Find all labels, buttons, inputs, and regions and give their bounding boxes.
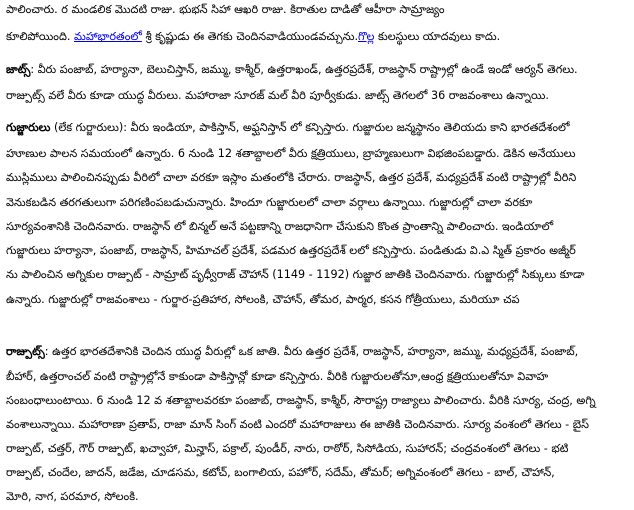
text: : ఉత్తర భారతదేశానికి చెందిన యుద్ధ వీరుల్లో ఒక జాతి. వీరు ఉత్తర ప్రదేశ్, రాజస్థాన్, హర్యానా, జమ్ము, మధ్యప్రదేశ్, పంజాబ్,: [44, 345, 579, 358]
text: శ్రీ కృష్ణుడు ఈ తెగకు చెందినవాడియుండవచ్చును.: [141, 30, 359, 43]
paragraph-line: [6, 26, 500, 47]
text: ఉన్నారు. గుజ్జారుల్లో రాజవంశాలు - గుర్జార-ప్రతిహార, సోలంకి, చౌహాన్, తోమర, పార్మర, కసన గోత్రీయులు, మరియూ చప: [6, 293, 520, 306]
text: బీహార్, ఉత్తరాంచల్ వంటి రాష్ట్రాల్లోనే కాకుండా పాకిస్తాన్లో కూడా కన్పిస్తారు. వీరికి గుజ్జారులతోనూ,ఆంధ్ర క్షత్రియులతోనూ వివాహ: [6, 370, 549, 383]
mahabharatam-link[interactable]: మహాభారతంలో: [73, 30, 142, 43]
text: రాజ్పుట్, చందేల, జాదన్, జడేజ, చూడసమ, కటోచ్, బంగాలియ, పహోర్, సదేమ్, తోమర్; అగ్నివంశంలో తెగలు - బాల్, చౌహాన్,: [6, 466, 555, 479]
gujjars-line-8: [6, 289, 520, 310]
rajputs-heading: రాజ్పుట్స్: [6, 345, 45, 358]
text: గుజ్జారులు హర్యానా, పంజాబ్, రాజస్థాన్, హిమాచల్ ప్రదేశ్, పడమర ఉత్తరప్రదేశ్ లలో కన్పిస్తారు. పండితుడు వి.ఎ స్మిత్ ప్రకారం అజ్మీర్: [6, 244, 576, 257]
paragraph-line: [6, 0, 445, 20]
gujjars-heading: గుజ్జారులు: [6, 121, 51, 134]
gujjars-line-5: [6, 216, 553, 237]
text: ముస్లిములు పాలించినప్పుడు వీరిలో చాలా వరకూ ఇస్లాం మతంలోకి చేరారు. రాజస్థాన్, ఉత్తర ప్రదేశ్, మధ్యప్రదేశ్ వంటి రాష్ట్రాల్లో వీరిని: [6, 171, 577, 184]
rajputs-line-1: [6, 341, 578, 362]
gujjars-line-1: [6, 117, 570, 138]
gujjars-line-7: [6, 264, 584, 285]
text: పాలించారు. ర మండలిక మొదటి రాజు. భుభన్ సిహా ఆఖరి రాజు. కిరాతుల దాడితో ఆహీరా సామ్రాజ్యం: [6, 3, 445, 16]
rajputs-line-4: [6, 414, 589, 435]
jats-line-1: [6, 59, 578, 80]
text: సంబంధాలుంటాయి. 6 నుండి 12 వ శతాబ్దాలవరకూ పంజాబ్, రాజస్థాన్, కాశ్మీర్, సౌరాష్ట్ర రాజ్యాలు పాలించారు. వీరికి సూర్య, చంద్ర, అగ్ని: [6, 394, 596, 407]
text: హూణుల పాలన సమయంలో ఉన్నారు. 6 నుండి 12 శతాబ్దాలలో వీరు క్షత్రియులు, బ్రాహ్మణులుగా విభజింపబడ్డారు. డెకిన అనేయులు: [6, 147, 576, 160]
text: : వీరు పంజాబ్, హర్యానా, బెలుచిస్తాన్, జమ్ము, కాశ్మీర్, ఉత్తరాఖండ్, ఉత్తరప్రదేశ్, రాజస్థాన్ రాష్ట్రాల్లో ఉండే ఇండో ఆర్యన్ తెగలు.: [30, 63, 578, 76]
text: సూర్యవంశానికి చెందినవారు. రాజస్థాన్ లో బిన్మల్ అనే పట్టణాన్ని రాజధానిగా చేసుకుని కొంత ప్రాంతాన్ని పాలించారు. ఇండియాలో: [6, 220, 554, 233]
gujjars-line-2: [6, 143, 576, 164]
text: వెనుకబడిన తరగతులుగా పరిగణింపబడుచున్నారు. హిందూ గుజ్జారులలో చాలా వర్గాలు ఉన్నాయి. గుజ్జారుల్లో చాలా వరకూ: [6, 196, 533, 209]
text: రాజ్పుట్, చత్తర్, గౌర్ రాజ్పుట్, ఖచ్వాహా, మిన్హాస్, పక్రాల్, పుండీర్, నారు, రాఠోర్, సిసోడియ, సుహారన్; చంద్రవంశంలో తెగలు - భటి: [6, 442, 569, 455]
rajputs-line-7: [6, 486, 139, 507]
gujjars-line-3: [6, 167, 576, 188]
text: (లేక గుర్జారులు): వీరు ఇండియా, పాకిస్తాన్, అఫ్ఘనిస్తాన్ లో కన్పిస్తారు. గుజ్జారుల జన్మస్థానం తెలియదు కాని భారతదేశంలో: [50, 121, 570, 134]
text: మోరి, నాగ, పరమార, సోలంకి.: [6, 490, 139, 503]
golla-link[interactable]: గొల్ల: [358, 30, 375, 43]
jats-line-2: [6, 85, 549, 106]
text: ను పాలించిన అగ్నికుల రాజ్పుట్ - సామ్రాట్ పృధ్వీరాజ్ చౌహాన్ (1149 - 1192) గుజ్జార జాతికి చెందినవారు. గుజ్జారుల్లో సిక్కులు కూడా: [6, 268, 585, 281]
gujjars-line-4: [6, 192, 532, 213]
text: రాజ్పుట్స్ వలే వీరు కూడా యుద్ధ వీరులు. మహారాజా సూరజ్ మల్ వీరి పూర్వీకుడు. జాట్స్ తెగలలో 36 రాజవంశాలు ఉన్నాయి.: [6, 89, 549, 102]
gujjars-line-6: [6, 240, 576, 261]
text: కూలిపోయింది.: [6, 30, 74, 43]
jats-heading: జాట్స్: [6, 63, 31, 76]
rajputs-line-5: [6, 438, 568, 459]
rajputs-line-6: [6, 462, 555, 483]
text: వంశాలున్నాయి. మహారాణా ప్రతాప్, రాజా మాన్ సింగ్ వంటి ఎందరో మహారాజులు ఈ జాతికి చెందినవారు. సూర్య వంశంలో తెగలు - బైస్: [6, 418, 589, 431]
rajputs-line-2: [6, 366, 548, 387]
text: కులస్థులు యాదవులు కాదు.: [374, 30, 501, 43]
rajputs-line-3: [6, 390, 596, 411]
